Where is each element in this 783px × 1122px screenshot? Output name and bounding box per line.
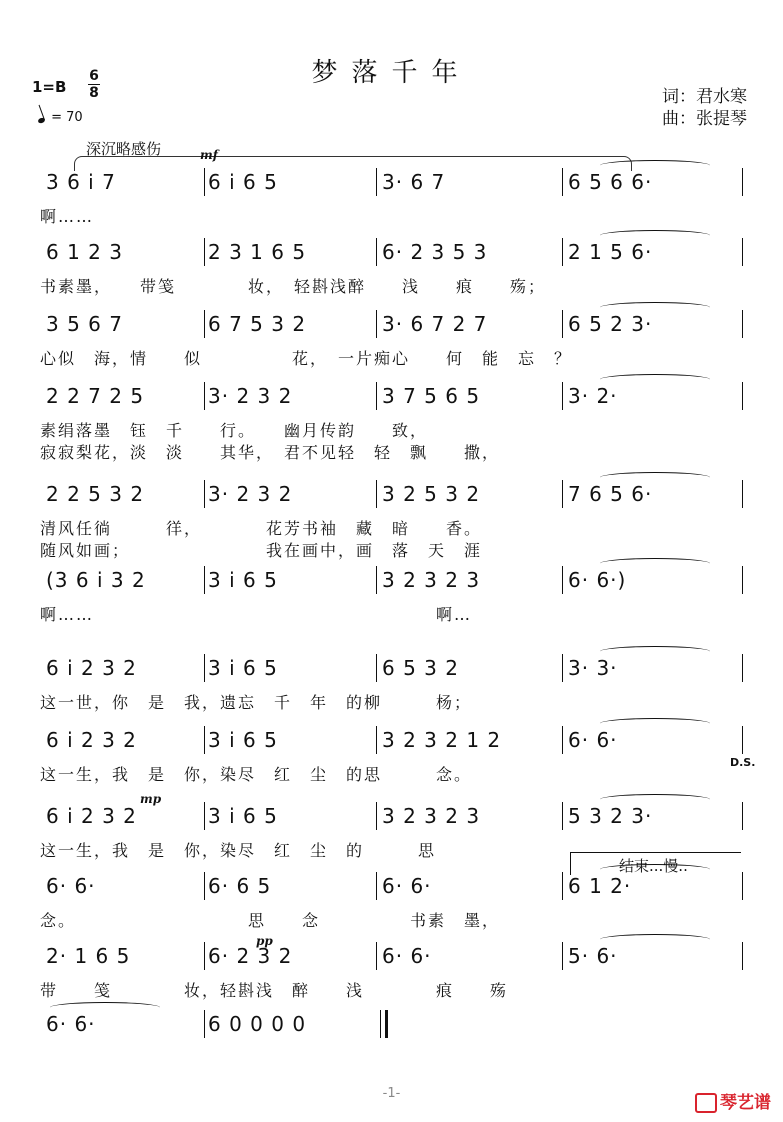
- barline: [562, 238, 563, 266]
- slur: [600, 160, 710, 171]
- measure-notes: 3 i 6 5: [208, 656, 278, 680]
- measure-notes: 3· 6 7: [382, 170, 446, 194]
- lyric-line: 啊……: [40, 207, 95, 226]
- staff-row: [40, 656, 750, 680]
- barline: [204, 872, 205, 900]
- barline: [742, 654, 743, 682]
- barline: [562, 168, 563, 196]
- lyric-line: 清风任徜 徉， 花芳书袖 藏 暗 香。: [40, 519, 483, 538]
- staff-row: [40, 170, 750, 194]
- barline: [742, 238, 743, 266]
- measure-notes: 3· 2·: [568, 384, 618, 408]
- measure-notes: 6 i 2 3 2: [46, 656, 137, 680]
- barline: [204, 238, 205, 266]
- measure-notes: 6 i 2 3 2: [46, 728, 137, 752]
- barline: [204, 1010, 205, 1038]
- ending-bracket: [570, 852, 741, 875]
- barline: [376, 238, 377, 266]
- staff-row: [40, 874, 750, 898]
- lyric-line: 这一生，我 是 你，染尽 红 尘 的思 念。: [40, 765, 473, 784]
- tempo-value: = 70: [51, 110, 83, 125]
- barline: [204, 382, 205, 410]
- page-title: 梦落千年: [311, 58, 472, 88]
- barline: [742, 942, 743, 970]
- measure-notes: 3· 2 3 2: [208, 482, 293, 506]
- measure-notes: 2 2 5 3 2: [46, 482, 145, 506]
- lyric-line: 这一生，我 是 你，染尽 红 尘 的 思: [40, 841, 437, 860]
- staff-row: [40, 944, 750, 968]
- staff-row: [40, 728, 750, 752]
- expression-text: 深沉略感伤: [86, 140, 162, 158]
- measure-notes: 3 i 6 5: [208, 728, 278, 752]
- barline: [742, 382, 743, 410]
- measure-notes: 6· 6·: [46, 874, 96, 898]
- barline: [204, 802, 205, 830]
- staff-row: [40, 482, 750, 506]
- measure-notes: 2 1 5 6·: [568, 240, 653, 264]
- measure-notes: 3 2 3 2 3: [382, 804, 481, 828]
- barline: [204, 168, 205, 196]
- final-barline: [380, 1010, 388, 1038]
- measure-notes: 3· 3·: [568, 656, 618, 680]
- measure-notes: 3· 6 7 2 7: [382, 312, 488, 336]
- ending-text: 结束...慢..: [619, 857, 688, 875]
- slur: [600, 302, 710, 313]
- slur: [600, 718, 710, 729]
- slur: [50, 1002, 160, 1013]
- measure-notes: (3 6 i 3 2: [46, 568, 146, 592]
- barline: [376, 726, 377, 754]
- measure-notes: 5· 6·: [568, 944, 618, 968]
- barline: [562, 310, 563, 338]
- measure-notes: 6· 6·): [568, 568, 627, 592]
- lyric-line: 书素墨， 带笺 妆， 轻斟浅醉 浅 痕 殇；: [40, 277, 547, 296]
- barline: [562, 382, 563, 410]
- meter-top: 6: [89, 68, 99, 84]
- time-signature: [88, 68, 100, 101]
- measure-notes: 3 i 6 5: [208, 804, 278, 828]
- logo-text: 琴艺谱: [720, 1093, 771, 1113]
- barline: [204, 310, 205, 338]
- lyric-line: 心似 海，情 似 花， 一片痴心 何 能 忘 ？: [40, 349, 573, 368]
- dynamic-mp: mp: [140, 792, 162, 806]
- measure-notes: 6· 6·: [46, 1012, 96, 1036]
- tempo-marking: [38, 110, 83, 125]
- barline: [376, 310, 377, 338]
- lyric-line: 随风如画； 我在画中，画 落 天 涯: [40, 541, 483, 560]
- barline: [562, 872, 563, 900]
- staff-row: [40, 1012, 750, 1036]
- slur: [600, 934, 710, 945]
- barline: [562, 802, 563, 830]
- measure-notes: 6 0 0 0 0: [208, 1012, 307, 1036]
- slur: [600, 794, 710, 805]
- barline: [562, 566, 563, 594]
- lyric-line: 啊…… 啊…: [40, 605, 473, 624]
- barline: [376, 872, 377, 900]
- key-signature: 1=B: [32, 78, 67, 96]
- staff-row: [40, 568, 750, 592]
- lyric-line: 这一世，你 是 我，遗忘 千 年 的柳 杨；: [40, 693, 473, 712]
- slur: [600, 472, 710, 483]
- lyric-line: 念。 思 念 书素 墨，: [40, 911, 501, 930]
- measure-notes: 7 6 5 6·: [568, 482, 653, 506]
- barline: [204, 726, 205, 754]
- lyricist-credit: 词：君水寒: [662, 87, 747, 107]
- barline: [376, 382, 377, 410]
- measure-notes: 6 1 2·: [568, 874, 632, 898]
- measure-notes: 6 5 2 3·: [568, 312, 653, 336]
- barline: [742, 566, 743, 594]
- measure-notes: 3 6 i 7: [46, 170, 116, 194]
- staff-row: [40, 384, 750, 408]
- dynamic-mf: mf: [200, 148, 218, 162]
- barline: [204, 942, 205, 970]
- measure-notes: 3 2 5 3 2: [382, 482, 481, 506]
- slur: [600, 230, 710, 241]
- measure-notes: 3 2 3 2 1 2: [382, 728, 502, 752]
- measure-notes: 6· 6 5: [208, 874, 272, 898]
- measure-notes: 6· 2 3 2: [208, 944, 293, 968]
- measure-notes: 6 i 6 5: [208, 170, 278, 194]
- barline: [562, 942, 563, 970]
- lyric-line: 寂寂梨花，淡 淡 其华， 君不见轻 轻 飘 撒，: [40, 443, 501, 462]
- barline: [376, 654, 377, 682]
- measure-notes: 6 5 3 2: [382, 656, 459, 680]
- ds-marker: D.S.: [730, 756, 756, 769]
- measure-notes: 6 5 6 6·: [568, 170, 653, 194]
- slur: [600, 374, 710, 385]
- barline: [376, 168, 377, 196]
- measure-notes: 2· 1 6 5: [46, 944, 131, 968]
- measure-notes: 5 3 2 3·: [568, 804, 653, 828]
- staff-row: [40, 804, 750, 828]
- measure-notes: 6· 6·: [382, 944, 432, 968]
- slur: [600, 646, 710, 657]
- barline: [742, 872, 743, 900]
- measure-notes: 2 3 1 6 5: [208, 240, 307, 264]
- measure-notes: 3 7 5 6 5: [382, 384, 481, 408]
- logo-icon: [695, 1093, 717, 1113]
- barline: [742, 726, 743, 754]
- lyric-line: 素绢落墨 钰 千 行。 幽月传韵 致，: [40, 421, 429, 440]
- barline: [742, 480, 743, 508]
- dynamic-pp: pp: [256, 934, 273, 948]
- meter-bottom: 8: [89, 85, 99, 101]
- measure-notes: 2 2 7 2 5: [46, 384, 145, 408]
- barline: [742, 802, 743, 830]
- site-logo: [695, 1088, 771, 1113]
- measure-notes: 6 7 5 3 2: [208, 312, 307, 336]
- barline: [376, 802, 377, 830]
- measure-notes: 6 1 2 3: [46, 240, 123, 264]
- measure-notes: 3 2 3 2 3: [382, 568, 481, 592]
- barline: [742, 310, 743, 338]
- barline: [376, 942, 377, 970]
- composer-credit: 曲：张提琴: [662, 109, 747, 129]
- measure-notes: 3· 2 3 2: [208, 384, 293, 408]
- barline: [376, 566, 377, 594]
- barline: [562, 726, 563, 754]
- barline: [376, 480, 377, 508]
- slur: [600, 558, 710, 569]
- measure-notes: 6· 2 3 5 3: [382, 240, 488, 264]
- staff-row: [40, 240, 750, 264]
- measure-notes: 3 5 6 7: [46, 312, 123, 336]
- barline: [204, 480, 205, 508]
- staff-row: [40, 312, 750, 336]
- barline: [204, 654, 205, 682]
- page-number: -1-: [382, 1086, 401, 1101]
- measure-notes: 6· 6·: [568, 728, 618, 752]
- barline: [742, 168, 743, 196]
- expression-bracket: [74, 156, 632, 171]
- measure-notes: 6· 6·: [382, 874, 432, 898]
- barline: [204, 566, 205, 594]
- measure-notes: 3 i 6 5: [208, 568, 278, 592]
- lyric-line: 带 笺 妆，轻斟浅 醉 浅 痕 殇: [40, 981, 509, 1000]
- barline: [562, 654, 563, 682]
- barline: [562, 480, 563, 508]
- quarter-note-icon: [37, 117, 45, 124]
- measure-notes: 6 i 2 3 2: [46, 804, 137, 828]
